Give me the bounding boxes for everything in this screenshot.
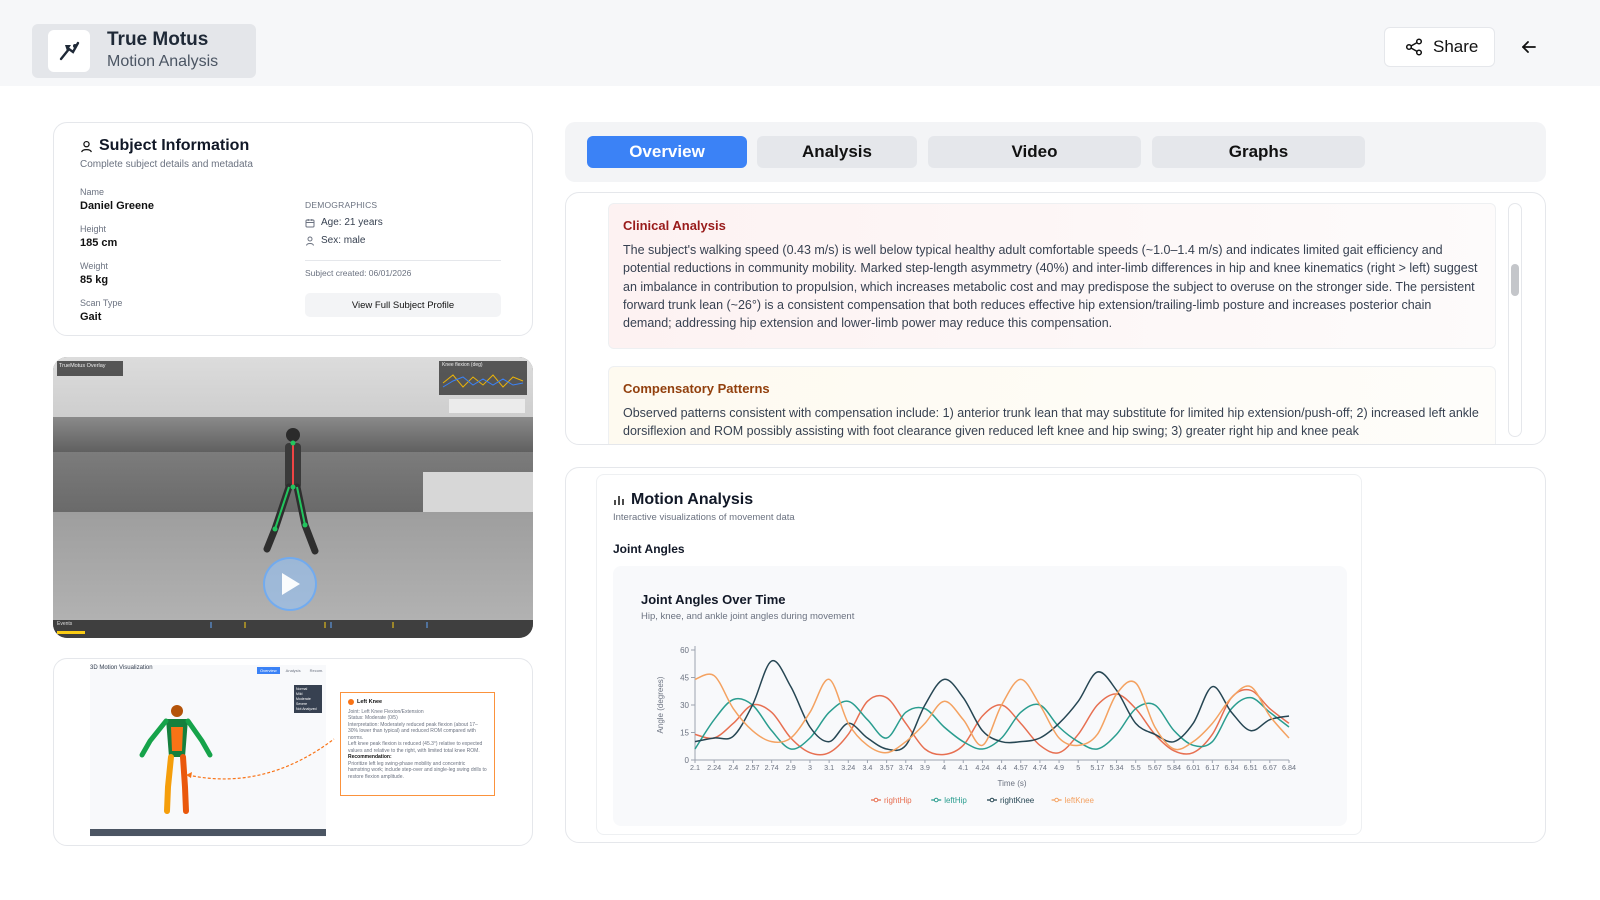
y-tick-label: 0 <box>684 756 689 765</box>
x-tick-label: 4.4 <box>996 763 1007 772</box>
app-header <box>0 0 1600 86</box>
clinical-analysis-section <box>608 203 1496 349</box>
weight-label: Weight <box>80 261 108 271</box>
scrollbar[interactable] <box>1508 203 1522 437</box>
knee-inset-sparkline <box>439 369 527 393</box>
x-tick-label: 6.84 <box>1282 763 1296 772</box>
legend-label-rightHip: rightHip <box>884 796 912 805</box>
share-button[interactable] <box>1384 27 1495 67</box>
divider <box>305 260 501 261</box>
back-button[interactable] <box>1516 34 1542 60</box>
x-tick-label: 6.17 <box>1205 763 1220 772</box>
overview-panel[interactable] <box>565 192 1546 445</box>
x-tick-label: 4 <box>942 763 947 772</box>
x-tick-label: 2.24 <box>707 763 722 772</box>
clinical-analysis-title: Clinical Analysis <box>623 218 726 233</box>
x-tick-label: 4.9 <box>1054 763 1065 772</box>
subject-info-title-text: Subject Information <box>99 137 250 154</box>
x-tick-label: 3.4 <box>862 763 873 772</box>
x-tick-label: 4.57 <box>1013 763 1028 772</box>
popup-line: Joint: Left Knee Flexion/Extension <box>348 708 424 715</box>
age-value: Age: 21 years <box>321 217 383 228</box>
subject-info-card <box>53 122 533 336</box>
motion-analysis-title <box>613 491 753 509</box>
video-timeline[interactable] <box>53 620 533 638</box>
calendar-icon <box>305 218 315 228</box>
compensatory-patterns-title: Compensatory Patterns <box>623 381 770 396</box>
subject-created-date: Subject created: 06/01/2026 <box>305 268 412 278</box>
sex-value: Sex: male <box>321 235 366 246</box>
subject-info-title <box>80 137 249 155</box>
x-axis-label: Time (s) <box>997 779 1027 788</box>
compensatory-patterns-section <box>608 366 1496 445</box>
joint-angles-chart <box>613 566 1347 826</box>
legend-label-rightKnee: rightKnee <box>1000 796 1035 805</box>
series-line-leftKnee <box>695 674 1289 753</box>
x-tick-label: 2.1 <box>690 763 700 772</box>
event-markers <box>53 620 533 638</box>
y-tick-label: 15 <box>680 728 689 738</box>
x-tick-label: 5 <box>1076 763 1081 772</box>
x-tick-label: 4.74 <box>1032 763 1047 772</box>
motion-analysis-card <box>596 474 1362 835</box>
video-player[interactable] <box>53 357 533 638</box>
knee-flexion-inset <box>439 361 527 395</box>
popup-line: Recommendation: <box>348 754 392 760</box>
brand-title: True Motus <box>107 29 209 50</box>
y-tick-label: 45 <box>680 673 689 683</box>
x-tick-label: 3.24 <box>841 763 856 772</box>
y-axis-label: Angle (degrees) <box>656 676 665 734</box>
tab-video[interactable]: Video <box>928 136 1141 168</box>
x-tick-label: 3.1 <box>824 763 835 772</box>
legend-marker-rightHip <box>874 798 878 802</box>
events-label: Events <box>57 621 73 627</box>
joint-angles-heading: Joint Angles <box>613 542 685 556</box>
legend-marker-leftHip <box>934 798 938 802</box>
popup-line: Status: Moderate (0/5) <box>348 715 398 721</box>
tab-graphs[interactable]: Graphs <box>1152 136 1365 168</box>
x-tick-label: 5.5 <box>1130 763 1141 772</box>
x-tick-label: 5.17 <box>1090 763 1105 772</box>
x-tick-label: 3 <box>807 763 812 772</box>
x-tick-label: 6.01 <box>1186 763 1201 772</box>
name-value: Daniel Greene <box>80 200 154 212</box>
x-tick-label: 3.57 <box>879 763 894 772</box>
chart-title: Joint Angles Over Time <box>641 592 786 607</box>
popup-title: Left Knee <box>357 699 383 705</box>
viz-legend-severe: Severe <box>296 702 308 706</box>
x-tick-label: 2.9 <box>785 763 796 772</box>
play-icon <box>277 570 303 598</box>
main-tabs <box>565 122 1546 182</box>
viz-tab-recommendations[interactable]: Recom. <box>309 668 324 673</box>
overlay-label: TrueMotus Overlay <box>57 361 123 376</box>
x-tick-label: 6.67 <box>1262 763 1277 772</box>
x-tick-label: 5.34 <box>1109 763 1124 772</box>
chart-subtitle: Hip, knee, and ankle joint angles during movement <box>641 611 855 622</box>
height-label: Height <box>80 224 107 234</box>
x-tick-label: 2.4 <box>728 763 739 772</box>
x-tick-label: 4.24 <box>975 763 990 772</box>
brand-block[interactable] <box>32 24 256 78</box>
compensatory-patterns-text: Observed patterns consistent with compensation include: 1) anterior trunk lean that may substitute for limited hip extension/push-off; 2) increased left ankle dorsiflexion and ROM possibly assisting with foot clearance given reduced left knee and hip swing; 3) greater right hip and knee peak <box>623 406 1479 439</box>
motion-analysis-title-text: Motion Analysis <box>631 491 754 508</box>
x-tick-label: 6.51 <box>1243 763 1258 772</box>
scan-type-value: Gait <box>80 311 102 323</box>
subject-info-description: Complete subject details and metadata <box>80 159 253 170</box>
x-tick-label: 3.74 <box>898 763 913 772</box>
viz-tab-overview[interactable]: Overview <box>257 667 280 674</box>
viz-tab-analysis[interactable]: Analysis <box>285 668 301 673</box>
legend-label-leftHip: leftHip <box>944 796 967 805</box>
viz-legend-mild: Mild <box>296 692 303 696</box>
tab-overview[interactable]: Overview <box>587 136 747 168</box>
x-tick-label: 3.9 <box>919 763 930 772</box>
scan-type-label: Scan Type <box>80 298 123 308</box>
legend-marker-leftKnee <box>1055 798 1059 802</box>
clinical-analysis-text: The subject's walking speed (0.43 m/s) is well below typical healthy adult comfortable speeds (~1.0–1.4 m/s) and indicates limited gait efficiency and potential reductions in community mobility. Marked step-length asymmetry (40%) and inter-limb differences in hip and knee kinematics (right > left) suggest an imbalance in contribution to propulsion, which increases metabolic cost and may predispose the subject to overuse on the stronger side. The persistent forward trunk lean (~26°) is a consistent compensation that both reduces effective hip extension/trailing-limb posture and increases posterior chain demand; addressing hip extension and lower-limb power may reduce this compensation. <box>623 243 1478 331</box>
chart-canvas <box>613 566 1347 826</box>
viz-legend-normal: Normal <box>296 687 308 691</box>
popup-header <box>348 699 487 706</box>
knee-inset-legend <box>449 399 525 413</box>
user-icon <box>80 140 93 153</box>
height-value: 185 cm <box>80 237 118 249</box>
x-tick-label: 2.74 <box>764 763 779 772</box>
view-profile-button[interactable]: View Full Subject Profile <box>305 293 501 317</box>
status-dot-icon <box>348 699 354 705</box>
brand-subtitle: Motion Analysis <box>107 53 219 70</box>
x-tick-label: 5.84 <box>1167 763 1182 772</box>
viz-title: 3D Motion Visualization <box>90 665 153 671</box>
tab-analysis[interactable]: Analysis <box>757 136 917 168</box>
share-icon <box>1405 38 1423 56</box>
logo-icon <box>48 30 90 72</box>
motion-analysis-panel <box>565 467 1546 843</box>
viz-legend-moderate: Moderate <box>296 697 311 701</box>
x-tick-label: 5.67 <box>1147 763 1162 772</box>
x-tick-label: 2.57 <box>745 763 760 772</box>
weight-value: 85 kg <box>80 274 109 286</box>
viz-status-bar <box>90 829 326 836</box>
legend-marker-rightKnee <box>990 798 994 802</box>
popup-line: Interpretation: Moderately reduced peak flexion (about 17–30% lower than typical) and reduced ROM compared with norms. <box>348 721 478 741</box>
x-tick-label: 4.1 <box>958 763 969 772</box>
share-label: Share <box>1433 37 1479 56</box>
motion-analysis-subtitle: Interactive visualizations of movement data <box>613 512 795 523</box>
demographics-heading: DEMOGRAPHICS <box>305 200 378 210</box>
popup-line: Prioritize left leg swing-phase mobility and concentric hamstring work; include step-over and single-leg swing drills to restore flexion amplitude. <box>348 760 487 780</box>
y-tick-label: 30 <box>680 701 689 710</box>
arrow-left-icon <box>1520 38 1538 56</box>
viz-legend-not-analyzed: Not Analyzed <box>296 707 317 711</box>
motion-3d-preview-card[interactable] <box>53 658 533 846</box>
name-label: Name <box>80 187 105 197</box>
left-knee-popup <box>340 692 495 796</box>
age-row <box>305 217 383 228</box>
knee-inset-label: Knee flexion (deg) <box>442 362 483 368</box>
play-button[interactable] <box>263 557 317 611</box>
popup-line: Left knee peak flexion is reduced (45.3°) relative to expected values and relative to the right, with limited total knee ROM. <box>348 741 483 754</box>
sex-row <box>305 235 365 246</box>
scrollbar-thumb[interactable] <box>1511 264 1519 296</box>
person-icon <box>305 236 315 246</box>
x-tick-label: 6.34 <box>1224 763 1239 772</box>
legend-label-leftKnee: leftKnee <box>1064 796 1094 805</box>
y-tick-label: 60 <box>680 646 689 655</box>
bar-chart-icon <box>613 494 625 506</box>
